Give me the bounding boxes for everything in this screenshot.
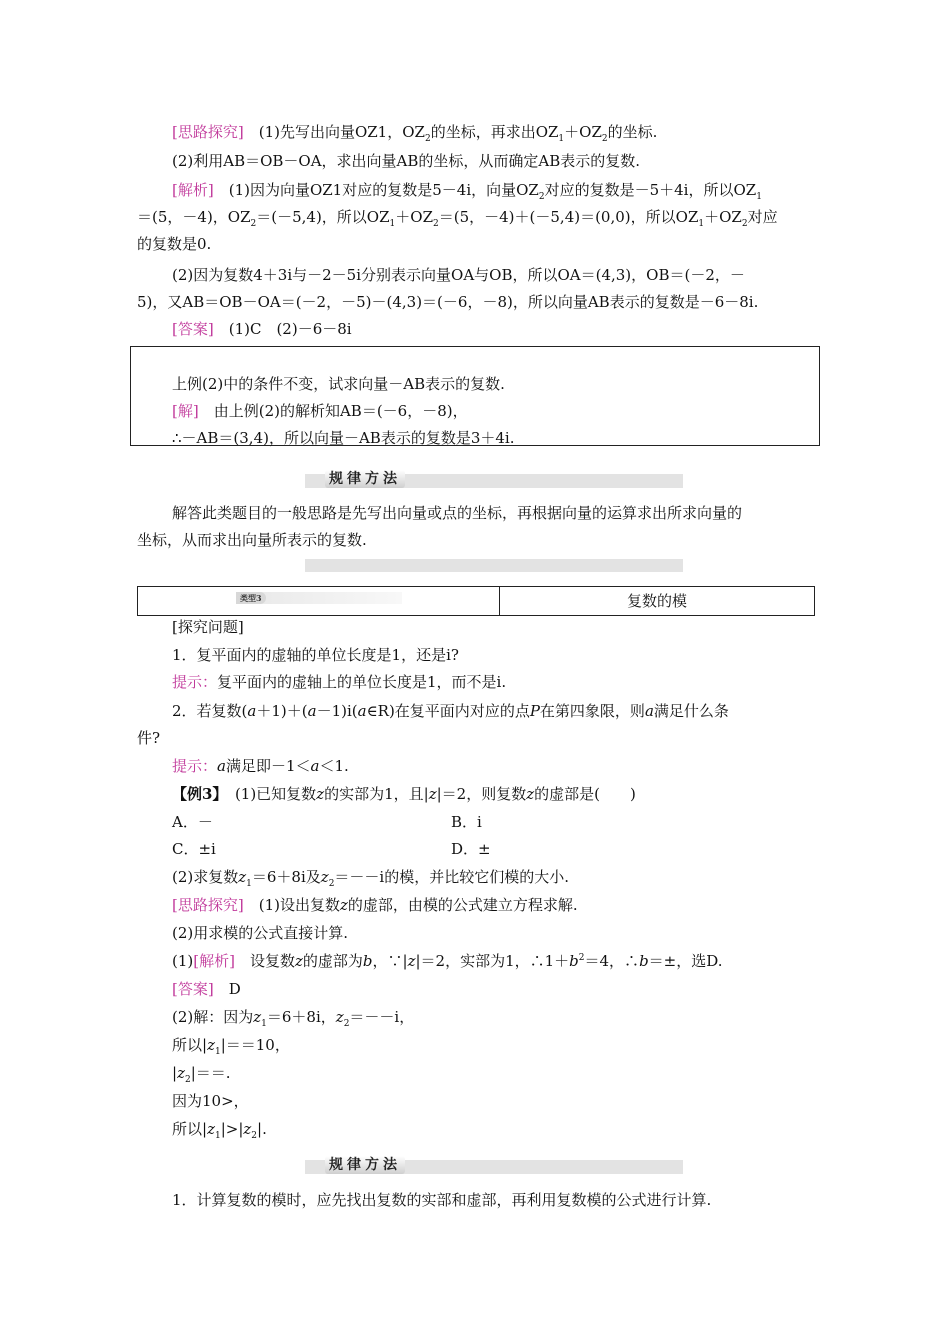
explore-heading: [探究问题] [172,618,244,636]
answer-tag: [答案] [172,320,214,338]
analysis-line-5: 5)，又AB＝OB－OA＝(－2，－5)－(4,3)＝(－6，－8)，所以向量AB表示的复数是－6－8i. [137,293,759,311]
example-3-solution: (1)[解析] 设复数z的虚部为b，∵|z|＝2，实部为1，$\therefore 1+b^2=4$，∴b＝±，选D. [172,952,723,970]
answer-line: [答案] (1)C (2)－6－8i [172,320,352,338]
example-3-p2-line-1: (2)解：因为$z_1=6+8i$，$z_2=--i$， [172,1008,415,1029]
analysis-line-4: (2)因为复数4＋3i与－2－5i分别表示向量OA与OB，所以OA＝(4,3)，OB＝(－2，－ [172,266,745,284]
method-title: 规律方法 [325,470,405,488]
method-banner-2 [305,1156,683,1174]
example-label: 【例3】 [172,785,220,803]
variation-solution-1: [解] 由上例(2)的解析知AB＝(－6，－8)， [172,402,468,420]
option-c: C．±i [172,840,216,858]
explore-question-2-cont: 件? [137,729,161,747]
example-3-question: 【例3】 (1)已知复数z的实部为1，且|z|＝2，则复数z的虚部是( ) [172,785,636,803]
think-paragraph-1: [思路探究] (1)先写出向量OZ1，$OZ_2$的坐标，再求出$OZ_1+OZ_2$的坐标. [172,123,658,144]
explore-hint-2: 提示：a满足即－1＜a＜1. [172,757,349,775]
example-3-p2-line-4: 因为10>， [172,1092,249,1110]
answer-tag: [答案] [172,980,214,998]
explore-question-2: 2．若复数(a＋1)＋(a－1)i(a∈R)在复平面内对应的点P在第四象限，则a满足什么条 [172,702,729,720]
example-3-think-2: (2)用求模的公式直接计算. [172,924,349,942]
example-3-think-1: [思路探究] (1)设出复数z的虚部，由模的公式建立方程求解. [172,896,578,914]
method-text-2: 坐标，从而求出向量所表示的复数. [137,531,367,549]
type-badge: 类型3 [236,592,402,604]
explore-question-1: 1．复平面内的虚轴的单位长度是1，还是i? [172,646,459,664]
type-title: 复数的模 [626,592,687,610]
example-3-answer: [答案] D [172,980,241,998]
hint-label: 提示： [172,673,218,691]
example-3-p2-line-3: $|z_2|==$. [172,1064,231,1085]
explore-hint-1: 提示：复平面内的虚轴上的单位长度是1，而不是i. [172,673,507,691]
option-a: A．－ [172,813,213,831]
variation-solution-2: ∴－AB＝(3,4)，所以向量－AB表示的复数是3＋4i. [172,429,515,447]
option-b: B．i [451,813,482,831]
type-table [137,586,815,616]
example-3-part-2: (2)求复数$z_1=6+8i$及$z_2=--i$的模，并比较它们模的大小. [172,868,569,889]
think-tag: [思路探究] [172,123,244,141]
solution-tag: [解] [172,402,199,420]
variation-question: 上例(2)中的条件不变，试求向量－AB表示的复数. [172,375,505,393]
analysis-line-2: ＝(5，－4)，$OZ_2=(-5,4)$，所以$OZ_1+OZ_2=(5$，－4)＋(－5,4)＝(0,0)，所以$OZ_1+OZ_2$对应 [137,208,778,229]
example-3-p2-line-2: 所以$|z_1|==10$， [172,1036,290,1057]
analysis-line-3: 的复数是0. [137,235,212,253]
option-d: D．± [451,840,491,858]
analysis-tag: [解析] [172,181,214,199]
think-tag: [思路探究] [172,896,244,914]
method-2-text: 1．计算复数的模时，应先找出复数的实部和虚部，再利用复数模的公式进行计算. [172,1191,712,1209]
method-title-2: 规律方法 [325,1156,405,1174]
method-banner [305,470,683,488]
think-paragraph-2: (2)利用AB＝OB－OA，求出向量AB的坐标，从而确定AB表示的复数. [172,152,641,170]
hint-label: 提示： [172,757,218,775]
method-end-bar [305,559,683,572]
analysis-line-1: [解析] (1)因为向量OZ1对应的复数是5－4i，向量$OZ_2$对应的复数是－5＋4i，所以$OZ_1$ [172,181,762,202]
method-text-1: 解答此类题目的一般思路是先写出向量或点的坐标，再根据向量的运算求出所求向量的 [172,504,743,522]
example-3-p2-line-5: 所以$|z_1|>|z_2|$. [172,1120,267,1141]
analysis-tag: [解析] [193,952,235,970]
